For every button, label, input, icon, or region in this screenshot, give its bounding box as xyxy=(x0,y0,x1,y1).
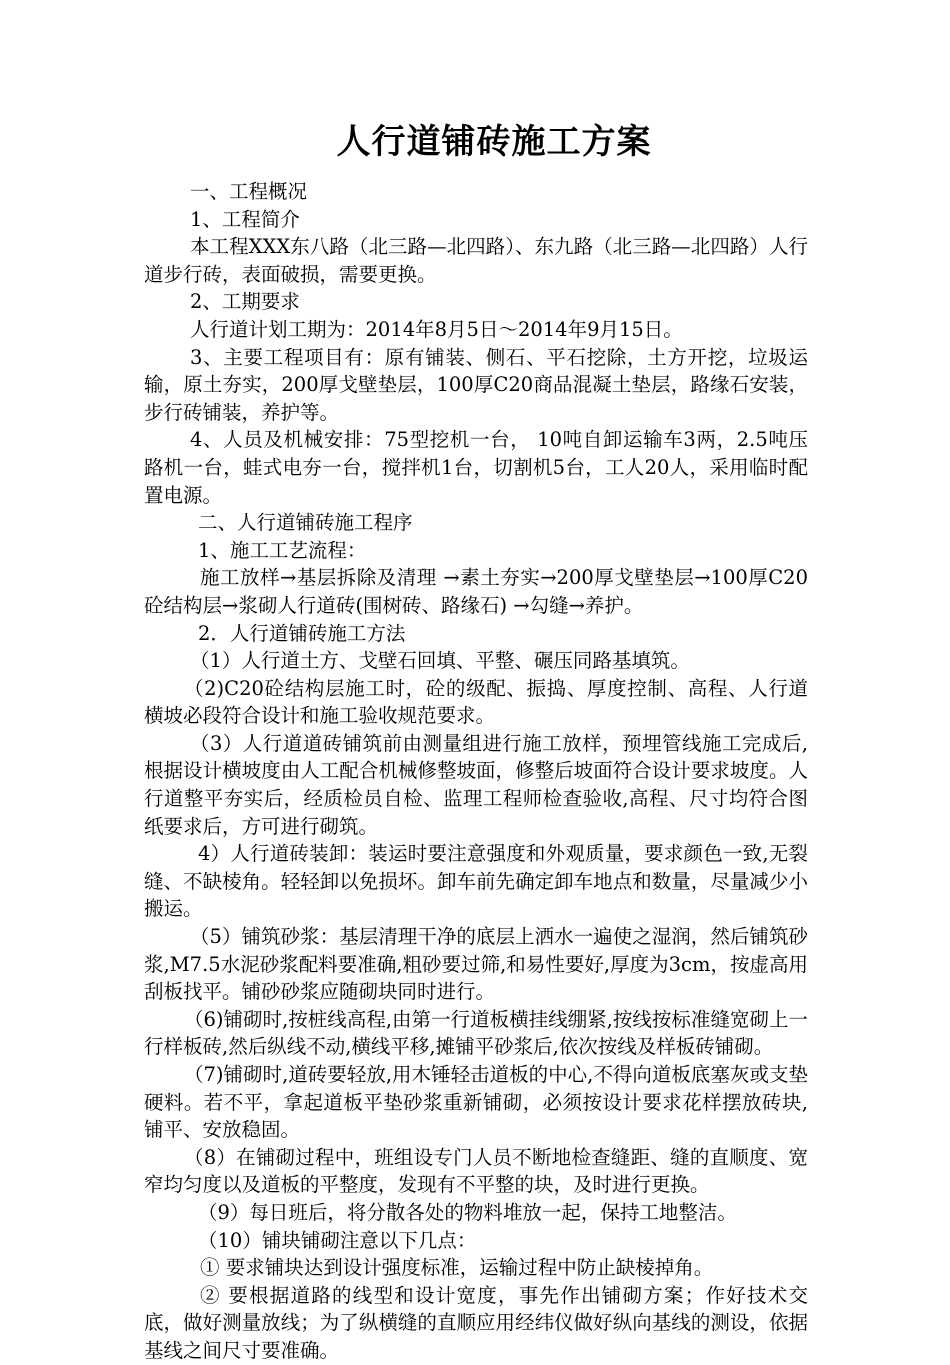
paragraph: 3、主要工程项目有：原有铺装、侧石、平石挖除，土方开挖，垃圾运输，原土夯实，200厚戈壁垫层，100厚C20商品混凝土垫层，路缘石安装，步行砖铺装，养护等。 xyxy=(144,345,808,424)
paragraph: 施工放样→基层拆除及清理 →素土夯实→200厚戈壁垫层→100厚C20砼结构层→浆砌人行道砖(围树砖、路缘石) →勾缝→养护。 xyxy=(144,566,808,617)
section-heading: 一、工程概况 xyxy=(190,180,308,203)
paragraph: （5）铺筑砂浆：基层清理干净的底层上洒水一遍使之湿润，然后铺筑砂浆,M7.5水泥砂浆配料要准确,粗砂要过筛,和易性要好,厚度为3cm，按虚高用刮板找平。铺砂砂浆应随砌块同时进行。 xyxy=(144,925,808,1004)
subsection-heading: 2．人行道铺砖施工方法 xyxy=(198,621,406,645)
paragraph: （2)C20砼结构层施工时，砼的级配、振捣、厚度控制、高程、人行道横坡必段符合设计和施工验收规范要求。 xyxy=(144,676,808,728)
list-item: ① 要求铺块达到设计强度标准，运输过程中防止缺棱掉角。 xyxy=(200,1256,714,1280)
document-title: 人行道铺砖施工方案 xyxy=(336,122,652,162)
paragraph: （9）每日班后，将分散各处的物料堆放一起，保持工地整洁。 xyxy=(198,1200,737,1224)
subsection-heading: 2、工期要求 xyxy=(190,290,300,314)
paragraph: 人行道计划工期为：2014年8月5日～2014年9月15日。 xyxy=(190,317,683,341)
paragraph: （3）人行道道砖铺筑前由测量组进行施工放样，预埋管线施工完成后,根据设计横坡度由人工配合机械修整坡面，修整后坡面符合设计要求坡度。人行道整平夯实后，经质检员自检、监理工程师检查验收,高程、尺寸均符合图纸要求后，方可进行砌筑。 xyxy=(144,731,808,838)
list-item: ② 要根据道路的线型和设计宽度，事先作出铺砌方案；作好技术交底，做好测量放线；为了纵横缝的直顺应用经纬仪做好纵向基线的测设，依据基线之间尺寸要准确。 xyxy=(144,1283,808,1362)
paragraph: 本工程XXX东八路（北三路—北四路）、东九路（北三路—北四路）人行道步行砖，表面破损，需要更换。 xyxy=(144,235,808,286)
document-body xyxy=(144,178,808,1365)
paragraph: （6)铺砌时,按桩线高程,由第一行道板横挂线绷紧,按线按标准缝宽砌上一行样板砖,然后纵线不动,横线平移,摊铺平砂浆后,依次按线及样板砖铺砌。 xyxy=(144,1007,808,1059)
subsection-heading: 1、施工工艺流程： xyxy=(198,538,367,562)
section-heading: 二、人行道铺砖施工程序 xyxy=(198,511,413,535)
paragraph: 4）人行道砖装卸：装运时要注意强度和外观质量，要求颜色一致,无裂缝、不缺棱角。轻轻卸以免损坏。卸车前先确定卸车地点和数量，尽量减少小搬运。 xyxy=(144,842,808,921)
paragraph: （10）铺块铺砌注意以下几点： xyxy=(198,1228,477,1252)
paragraph: （1）人行道土方、戈壁石回填、平整、碾压同路基填筑。 xyxy=(190,649,690,673)
paragraph: 4、人员及机械安排：75型挖机一台， 10吨自卸运输车3两，2.5吨压路机一台，蛙式电夯一台，搅拌机1台，切割机5台，工人20人，采用临时配置电源。 xyxy=(144,428,808,507)
subsection-heading: 1、工程简介 xyxy=(190,207,300,231)
paragraph: （8）在铺砌过程中，班组设专门人员不断地检查缝距、缝的直顺度、宽窄均匀度以及道板的平整度，发现有不平整的块，及时进行更换。 xyxy=(144,1145,808,1197)
paragraph: （7)铺砌时,道砖要轻放,用木锤轻击道板的中心,不得向道板底塞灰或支垫硬料。若不平，拿起道板平垫砂浆重新铺砌，必须按设计要求花样摆放砖块,铺平、安放稳固。 xyxy=(144,1063,808,1142)
